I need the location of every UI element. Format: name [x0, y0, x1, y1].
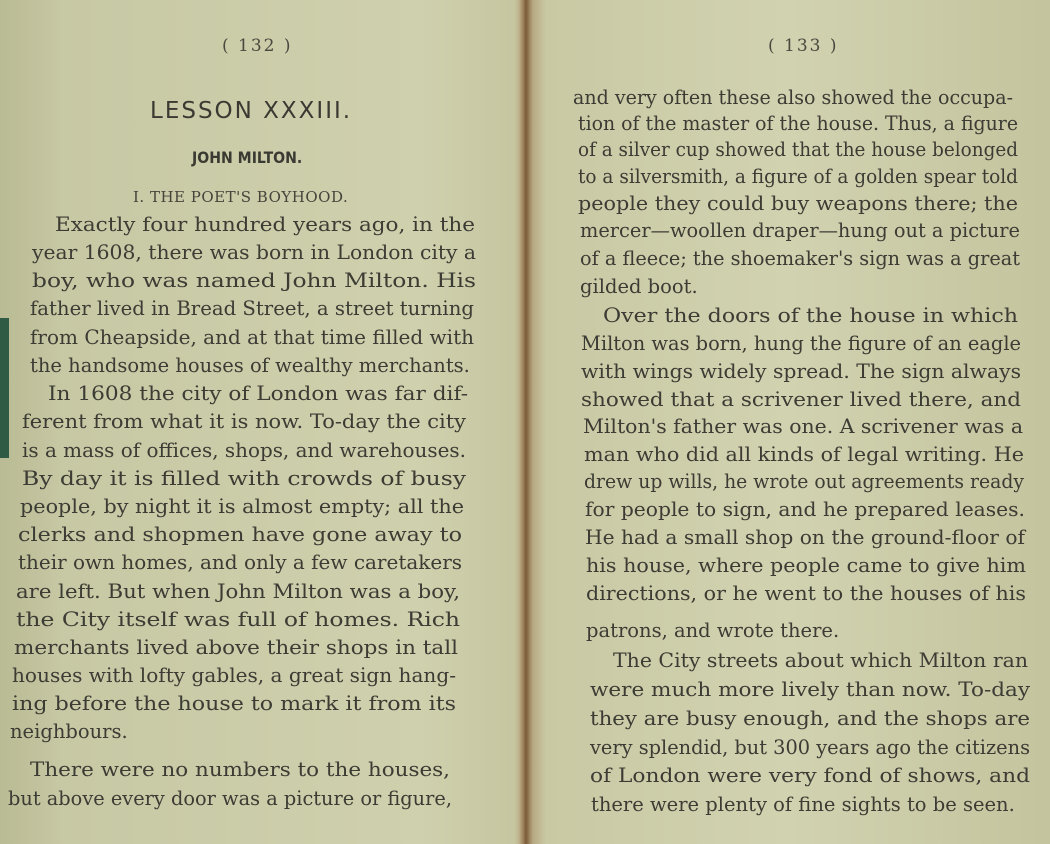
page-number: ( 133 ) [768, 36, 839, 56]
text-line: showed that a scrivener lived there, and [581, 388, 1021, 411]
text-line: drew up wills, he wrote out agreements ready [584, 470, 1024, 493]
chapter-title: JOHN MILTON. [192, 148, 303, 167]
text-line: they are busy enough, and the shops are [590, 707, 1031, 730]
text-line: directions, or he went to the houses of his [586, 582, 1026, 605]
section-heading: I. THE POET'S BOYHOOD. [133, 188, 349, 206]
text-line: are left. But when John Milton was a boy, [16, 580, 461, 603]
text-line: the handsome houses of wealthy merchants. [30, 354, 470, 377]
lesson-heading: LESSON XXXIII. [150, 98, 353, 124]
text-line: tion of the master of the house. Thus, a figure [578, 112, 1019, 135]
text-line: his house, where people came to give him [586, 554, 1027, 577]
text-line: Exactly four hundred years ago, in the [55, 213, 475, 236]
text-line: In 1608 the city of London was far dif- [48, 382, 469, 405]
text-line: By day it is filled with crowds of busy [22, 467, 467, 490]
text-line: to a silversmith, a figure of a golden spear told [578, 165, 1019, 188]
text-line: but above every door was a picture or figure, [8, 787, 452, 810]
text-line: gilded boot. [580, 275, 698, 298]
text-line: very splendid, but 300 years ago the citizens [590, 736, 1031, 759]
left-page [0, 0, 522, 844]
text-line: boy, who was named John Milton. His [32, 269, 477, 292]
text-line: with wings widely spread. The sign always [581, 360, 1022, 383]
text-line: man who did all kinds of legal writing. He [584, 443, 1024, 466]
text-line: of a fleece; the shoemaker's sign was a great [580, 247, 1020, 270]
text-line: for people to sign, and he prepared leases. [585, 498, 1025, 521]
text-line: clerks and shopmen have gone away to [18, 523, 462, 546]
text-line: ferent from what it is now. To-day the city [22, 410, 466, 433]
text-line: ing before the house to mark it from its [12, 692, 457, 715]
text-line: father lived in Bread Street, a street turning [30, 297, 475, 320]
text-line: Milton's father was one. A scrivener was a [583, 415, 1024, 438]
text-line: their own homes, and only a few caretakers [18, 551, 463, 574]
text-line: from Cheapside, and at that time filled with [30, 326, 475, 349]
right-page [528, 0, 1050, 844]
text-line: is a mass of offices, shops, and warehouses. [22, 439, 466, 462]
text-line: the City itself was full of homes. Rich [16, 608, 461, 631]
text-line: The City streets about which Milton ran [613, 649, 1028, 672]
text-line: houses with lofty gables, a great sign hang- [12, 664, 457, 687]
text-line: people they could buy weapons there; the [578, 192, 1018, 215]
text-line: people, by night it is almost empty; all the [20, 495, 464, 518]
text-line: Milton was born, hung the figure of an eagle [581, 332, 1022, 355]
text-line: of a silver cup showed that the house belonged [578, 138, 1018, 161]
text-line: of London were very fond of shows, and [590, 764, 1031, 787]
text-line: there were plenty of fine sights to be seen. [591, 793, 1015, 816]
text-line: patrons, and wrote there. [586, 619, 840, 642]
text-line: neighbours. [10, 720, 128, 743]
text-line: He had a small shop on the ground-floor of [585, 526, 1026, 549]
text-line: merchants lived above their shops in tall [14, 636, 458, 659]
text-line: Over the doors of the house in which [603, 304, 1019, 327]
text-line: year 1608, there was born in London city a [32, 241, 477, 264]
page-number: ( 132 ) [222, 36, 293, 56]
text-line: were much more lively than now. To-day [590, 678, 1031, 701]
text-line: There were no numbers to the houses, [30, 758, 450, 781]
text-line: and very often these also showed the occupa- [573, 86, 1014, 109]
text-line: mercer—woollen draper—hung out a picture [580, 219, 1020, 242]
